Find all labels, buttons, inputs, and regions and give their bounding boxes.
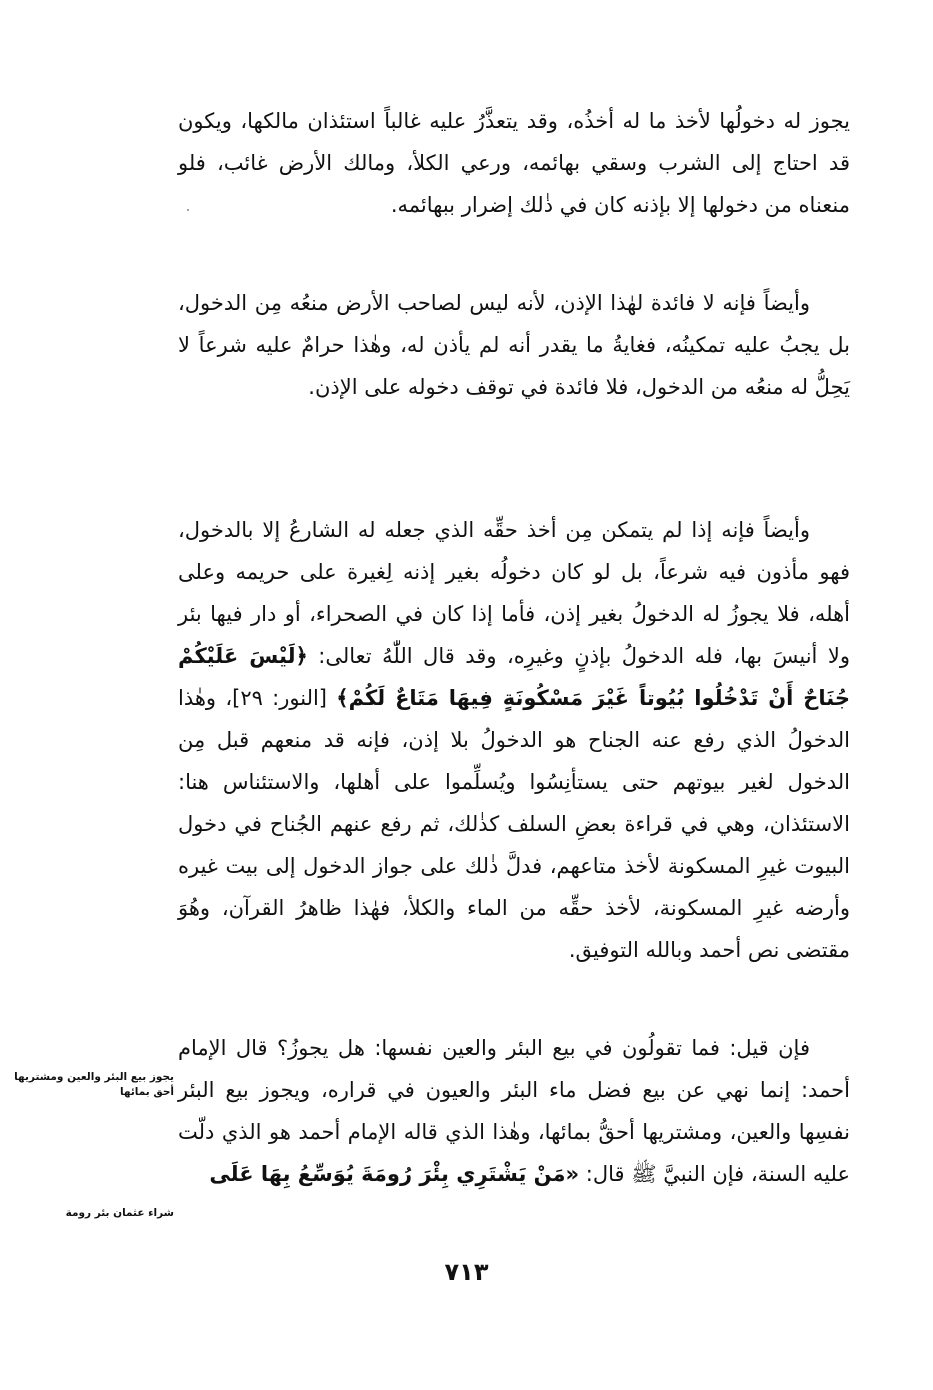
paragraph-2-text: وأيضاً فإنه لا فائدة لهٰذا الإذن، لأنه ليس لصاحب الأرض منعُه مِن الدخول، بل يجبُ عليه تمكينُه، فغايةُ ما يقدر أنه لم يأذن له، وهٰذا حرامٌ عليه شرعاً لا يَحِلُّ له منعُه من الدخول، فلا فائدة في توقف دخوله على الإذن. — [178, 291, 850, 399]
paragraph-3 — [178, 509, 850, 971]
paragraph-3-after-quran: [النور: ٢٩]، وهٰذا الدخولُ الذي رفع عنه الجناح هو الدخولُ بلا إذن، فإنه قد منعهم قبل مِن الدخول لغير بيوتهم حتى يستأنِسُوا ويُسلِّموا على أهلها، والاستئناس هنا: الاستئذان، وهي في قراءة بعضِ السلف كذٰلك، ثم رفع عنهم الجُناح في دخول البيوت غيرِ المسكونة لأخذ متاعهم، فدلَّ ذٰلك على جواز الدخول إلى بيت غيره وأرضه غيرِ المسكونة، لأخذ حقِّه من الماء والكلأ، فهٰذا ظاهرُ القرآن، وهُوَ مقتضى نص أحمد وبالله التوفيق. — [178, 686, 850, 962]
margin-note-ruma-well: شراء عثمان بئر رومة — [65, 1207, 174, 1219]
paragraph-1 — [178, 100, 850, 226]
paragraph-1-text: يجوز له دخولُها لأخذ ما له أخذُه، وقد يتعذَّرُ عليه غالباً استئذان مالكها، ويكون قد احتاج إلى الشرب وسقي بهائمه، ورعي الكلأ، ومالك الأرض غائب، فلو منعناه من دخولها إلا بإذنه كان في ذٰلك إضرار ببهائمه. — [178, 109, 850, 217]
quran-verse: ﴿لَيْسَ عَلَيْكُمْ جُنَاحٌ أَنْ تَدْخُلُوا بُيُوتاً غَيْرَ مَسْكُونَةٍ فِيهَا مَتَاعٌ لَكُمْ﴾ — [178, 644, 851, 710]
page-number: ٧١٣ — [444, 1258, 489, 1286]
paragraph-3-text — [178, 509, 850, 971]
paragraph-4 — [178, 1027, 850, 1195]
paragraph-4-before-hadith: فإن قيل: فما تقولُون في بيع البئر والعين نفسها: هل يجوزُ؟ قال الإمام أحمد: إنما نهي عن بيع فضل ماء البئر والعيون في قراره، ويجوز بيع البئر نفسِها والعين، ومشتريها أحقُّ بمائها، وهٰذا الذي قاله الإمام أحمد هو الذي دلّت عليه السنة، فإن النبيَّ ﷺ قال: — [178, 1036, 850, 1186]
paragraph-4-text — [178, 1027, 850, 1195]
paragraph-2 — [178, 282, 850, 408]
margin-note-well-sale: يجوز بيع البئر والعين ومشتريها أحق بمائها — [14, 1071, 174, 1098]
paragraph-3-before-quran: وأيضاً فإنه إذا لم يتمكن مِن أخذ حقِّه الذي جعله له الشارعُ إلا بالدخول، فهو مأذون فيه شرعاً، بل لو كان دخولُه بغير إذنه لِغيرة على حريمه وعلى أهله، فلا يجوزُ له الدخولُ بغير إذن، فأما إذا كان في الصحراء، أو دار فيها بئر ولا أنيسَ بها، فله الدخولُ بإذنٍ وغيرِه، وقد قال اللّٰهُ تعالى: — [178, 518, 850, 668]
hadith-quote: «مَنْ يَشْتَرِي بِئْرَ رُومَةَ يُوَسِّعُ بِهَا عَلَى — [209, 1162, 580, 1186]
